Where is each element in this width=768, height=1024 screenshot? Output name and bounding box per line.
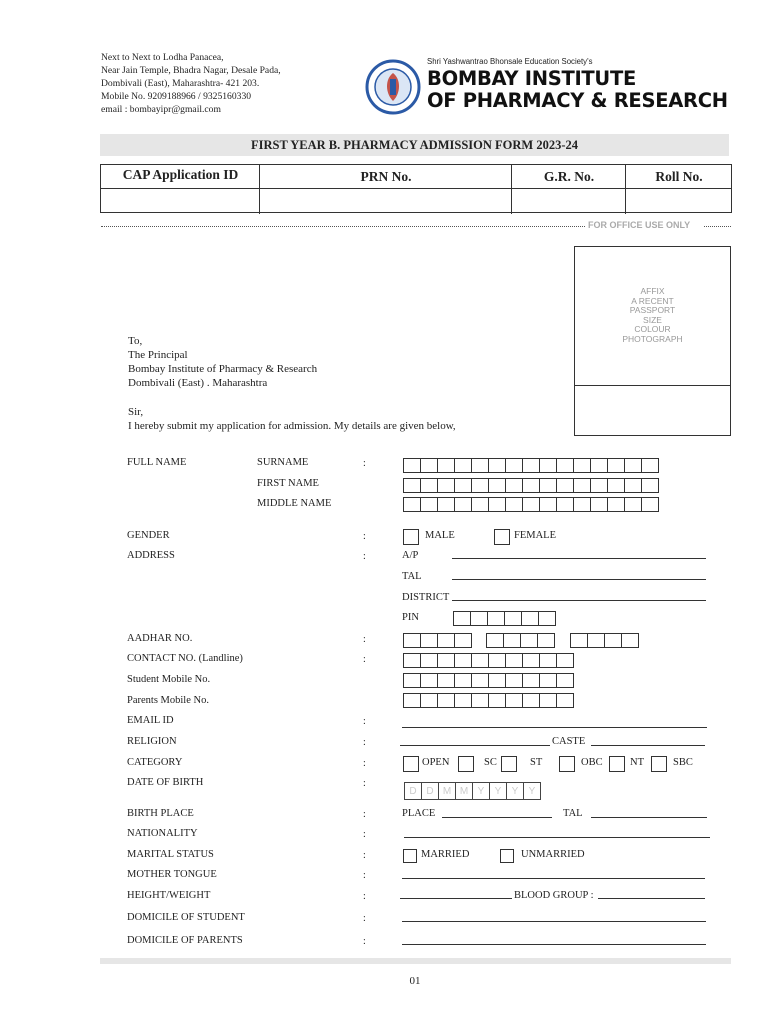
district-field[interactable] bbox=[452, 600, 706, 601]
letter-salutation: Sir, bbox=[128, 406, 144, 418]
photo-text: AFFIX bbox=[640, 286, 665, 296]
colon: : bbox=[363, 829, 366, 840]
height-weight-label: HEIGHT/WEIGHT bbox=[127, 890, 211, 901]
nationality-label: NATIONALITY bbox=[127, 828, 198, 839]
colon: : bbox=[363, 809, 366, 820]
society-name: Shri Yashwantrao Bhonsale Education Society's bbox=[427, 57, 593, 66]
blood-group-label: BLOOD GROUP : bbox=[514, 890, 594, 901]
middle-name-boxes[interactable] bbox=[403, 497, 658, 512]
dob-day-box[interactable]: D bbox=[404, 782, 422, 800]
mother-tongue-label: MOTHER TONGUE bbox=[127, 869, 217, 880]
first-name-label: FIRST NAME bbox=[257, 478, 319, 489]
address-email: email : bombayipr@gmail.com bbox=[101, 104, 221, 115]
colon: : bbox=[363, 758, 366, 769]
office-use-divider-end bbox=[704, 226, 731, 227]
obc-checkbox[interactable] bbox=[559, 756, 575, 772]
nt-label: NT bbox=[630, 757, 644, 768]
aadhar-label: AADHAR NO. bbox=[127, 633, 193, 644]
footer-bar bbox=[100, 958, 731, 964]
id-table bbox=[100, 164, 732, 213]
letter-address bbox=[128, 334, 317, 390]
female-label: FEMALE bbox=[514, 530, 556, 541]
married-label: MARRIED bbox=[421, 849, 470, 860]
colon: : bbox=[363, 778, 366, 789]
colon: : bbox=[363, 891, 366, 902]
page-number: 01 bbox=[409, 975, 421, 987]
male-label: MALE bbox=[425, 530, 455, 541]
contact-label: CONTACT NO. (Landline) bbox=[127, 653, 243, 664]
parents-mobile-boxes[interactable] bbox=[403, 693, 573, 708]
student-mobile-label: Student Mobile No. bbox=[127, 674, 211, 685]
birth-tal-label: TAL bbox=[563, 808, 583, 819]
open-checkbox[interactable] bbox=[403, 756, 419, 772]
dob-year-box[interactable]: Y bbox=[472, 782, 490, 800]
contact-boxes[interactable] bbox=[403, 653, 573, 668]
first-name-boxes[interactable] bbox=[403, 478, 658, 493]
parents-mobile-label: Parents Mobile No. bbox=[127, 695, 209, 706]
unmarried-label: UNMARRIED bbox=[521, 849, 585, 860]
letter-line: To, bbox=[128, 335, 143, 347]
category-label: CATEGORY bbox=[127, 757, 183, 768]
birth-place-label: BIRTH PLACE bbox=[127, 808, 194, 819]
dob-year-box[interactable]: Y bbox=[506, 782, 524, 800]
tal-label: TAL bbox=[402, 571, 422, 582]
colon: : bbox=[363, 850, 366, 861]
photo-text: COLOUR bbox=[634, 324, 671, 335]
nationality-field[interactable] bbox=[404, 837, 710, 838]
dob-year-box[interactable]: Y bbox=[489, 782, 507, 800]
tal-field[interactable] bbox=[452, 579, 706, 580]
dob-label: DATE OF BIRTH bbox=[127, 777, 204, 788]
colon: : bbox=[363, 870, 366, 881]
letter-line: The Principal bbox=[128, 349, 188, 361]
birth-tal-field[interactable] bbox=[591, 817, 707, 818]
form-title: FIRST YEAR B. PHARMACY ADMISSION FORM 2023-24 bbox=[251, 138, 578, 152]
sbc-checkbox[interactable] bbox=[651, 756, 667, 772]
roll-header: Roll No. bbox=[655, 169, 703, 184]
office-use-divider bbox=[101, 226, 585, 227]
married-checkbox[interactable] bbox=[403, 849, 417, 863]
photo-text: A RECENT bbox=[631, 295, 674, 306]
letter-body: I hereby submit my application for admission. My details are given below, bbox=[128, 420, 456, 432]
caste-label: CASTE bbox=[552, 736, 586, 747]
colon: : bbox=[363, 936, 366, 947]
aadhar-boxes-3[interactable] bbox=[570, 633, 638, 648]
colon: : bbox=[363, 737, 366, 748]
ap-label: A/P bbox=[402, 550, 419, 561]
pin-label: PIN bbox=[402, 612, 419, 623]
roll-field[interactable] bbox=[626, 189, 732, 213]
photo-text: SIZE bbox=[643, 314, 662, 325]
colon: : bbox=[363, 531, 366, 542]
address-mobile: Mobile No. 9209188966 / 9325160330 bbox=[101, 91, 252, 102]
full-name-label: FULL NAME bbox=[127, 457, 187, 468]
signature-area-divider bbox=[575, 385, 730, 386]
aadhar-boxes-2[interactable] bbox=[486, 633, 554, 648]
photo-text: PASSPORT bbox=[629, 305, 676, 316]
blood-group-field[interactable] bbox=[598, 898, 705, 899]
institute-name-line1: BOMBAY INSTITUTE bbox=[427, 67, 636, 90]
height-weight-field[interactable] bbox=[400, 898, 512, 899]
college-seal-icon bbox=[365, 59, 421, 115]
sc-checkbox[interactable] bbox=[458, 756, 474, 772]
domicile-parents-label: DOMICILE OF PARENTS bbox=[127, 935, 243, 946]
address-line: Dombivali (East), Maharashtra- 421 203. bbox=[101, 78, 260, 89]
domicile-parents-field[interactable] bbox=[402, 944, 706, 945]
sc-label: SC bbox=[484, 757, 497, 768]
nt-checkbox[interactable] bbox=[609, 756, 625, 772]
dob-boxes[interactable] bbox=[404, 782, 540, 800]
colon: : bbox=[363, 634, 366, 645]
sbc-label: SBC bbox=[673, 757, 693, 768]
student-mobile-boxes[interactable] bbox=[403, 673, 573, 688]
obc-label: OBC bbox=[581, 757, 603, 768]
st-checkbox[interactable] bbox=[501, 756, 517, 772]
office-use-label: FOR OFFICE USE ONLY bbox=[588, 220, 691, 230]
aadhar-boxes-1[interactable] bbox=[403, 633, 471, 648]
unmarried-checkbox[interactable] bbox=[500, 849, 514, 863]
letter-line: Dombivali (East) . Maharashtra bbox=[128, 377, 268, 389]
mother-tongue-field[interactable] bbox=[402, 878, 705, 879]
colon: : bbox=[363, 913, 366, 924]
district-label: DISTRICT bbox=[402, 592, 450, 603]
address-label: ADDRESS bbox=[127, 550, 175, 561]
colon: : bbox=[363, 716, 366, 727]
male-checkbox[interactable] bbox=[403, 529, 419, 545]
photo-text: PHOTOGRAPH bbox=[622, 333, 683, 344]
photo-box[interactable] bbox=[574, 246, 731, 436]
surname-label: SURNAME bbox=[257, 457, 309, 468]
religion-label: RELIGION bbox=[127, 736, 177, 747]
colon: : bbox=[363, 654, 366, 665]
prn-header: PRN No. bbox=[360, 169, 412, 184]
dob-year-box[interactable]: Y bbox=[523, 782, 541, 800]
dob-month-box[interactable]: M bbox=[455, 782, 473, 800]
ap-field[interactable] bbox=[452, 558, 706, 559]
gr-header: G.R. No. bbox=[543, 169, 595, 184]
gr-field[interactable] bbox=[512, 189, 626, 213]
email-label: EMAIL ID bbox=[127, 715, 174, 726]
cap-id-header: CAP Application ID bbox=[122, 167, 239, 182]
domicile-student-label: DOMICILE OF STUDENT bbox=[127, 912, 245, 923]
colon: : bbox=[363, 551, 366, 562]
marital-label: MARITAL STATUS bbox=[127, 849, 214, 860]
caste-field[interactable] bbox=[591, 745, 705, 746]
colon: : bbox=[363, 458, 366, 469]
form-title-bar bbox=[100, 134, 729, 156]
address-line: Next to Next to Lodha Panacea, bbox=[101, 52, 224, 63]
place-field[interactable] bbox=[442, 817, 552, 818]
institute-address bbox=[101, 51, 281, 116]
gender-label: GENDER bbox=[127, 530, 170, 541]
dob-month-box[interactable]: M bbox=[438, 782, 456, 800]
letter-line: Bombay Institute of Pharmacy & Research bbox=[128, 363, 318, 375]
prn-field[interactable] bbox=[260, 189, 512, 213]
dob-day-box[interactable]: D bbox=[421, 782, 439, 800]
cap-id-field[interactable] bbox=[101, 189, 260, 213]
institute-name-line2: OF PHARMACY & RESEARCH bbox=[427, 89, 728, 112]
female-checkbox[interactable] bbox=[494, 529, 510, 545]
surname-boxes[interactable] bbox=[403, 458, 658, 473]
place-label: PLACE bbox=[402, 808, 436, 819]
open-label: OPEN bbox=[422, 757, 450, 768]
st-label: ST bbox=[530, 757, 543, 768]
domicile-student-field[interactable] bbox=[402, 921, 706, 922]
photo-instructions bbox=[575, 287, 730, 345]
pin-boxes[interactable] bbox=[453, 611, 555, 626]
religion-field[interactable] bbox=[400, 745, 550, 746]
middle-name-label: MIDDLE NAME bbox=[257, 498, 332, 509]
email-field[interactable] bbox=[402, 727, 707, 728]
address-line: Near Jain Temple, Bhadra Nagar, Desale Pada, bbox=[101, 65, 281, 76]
